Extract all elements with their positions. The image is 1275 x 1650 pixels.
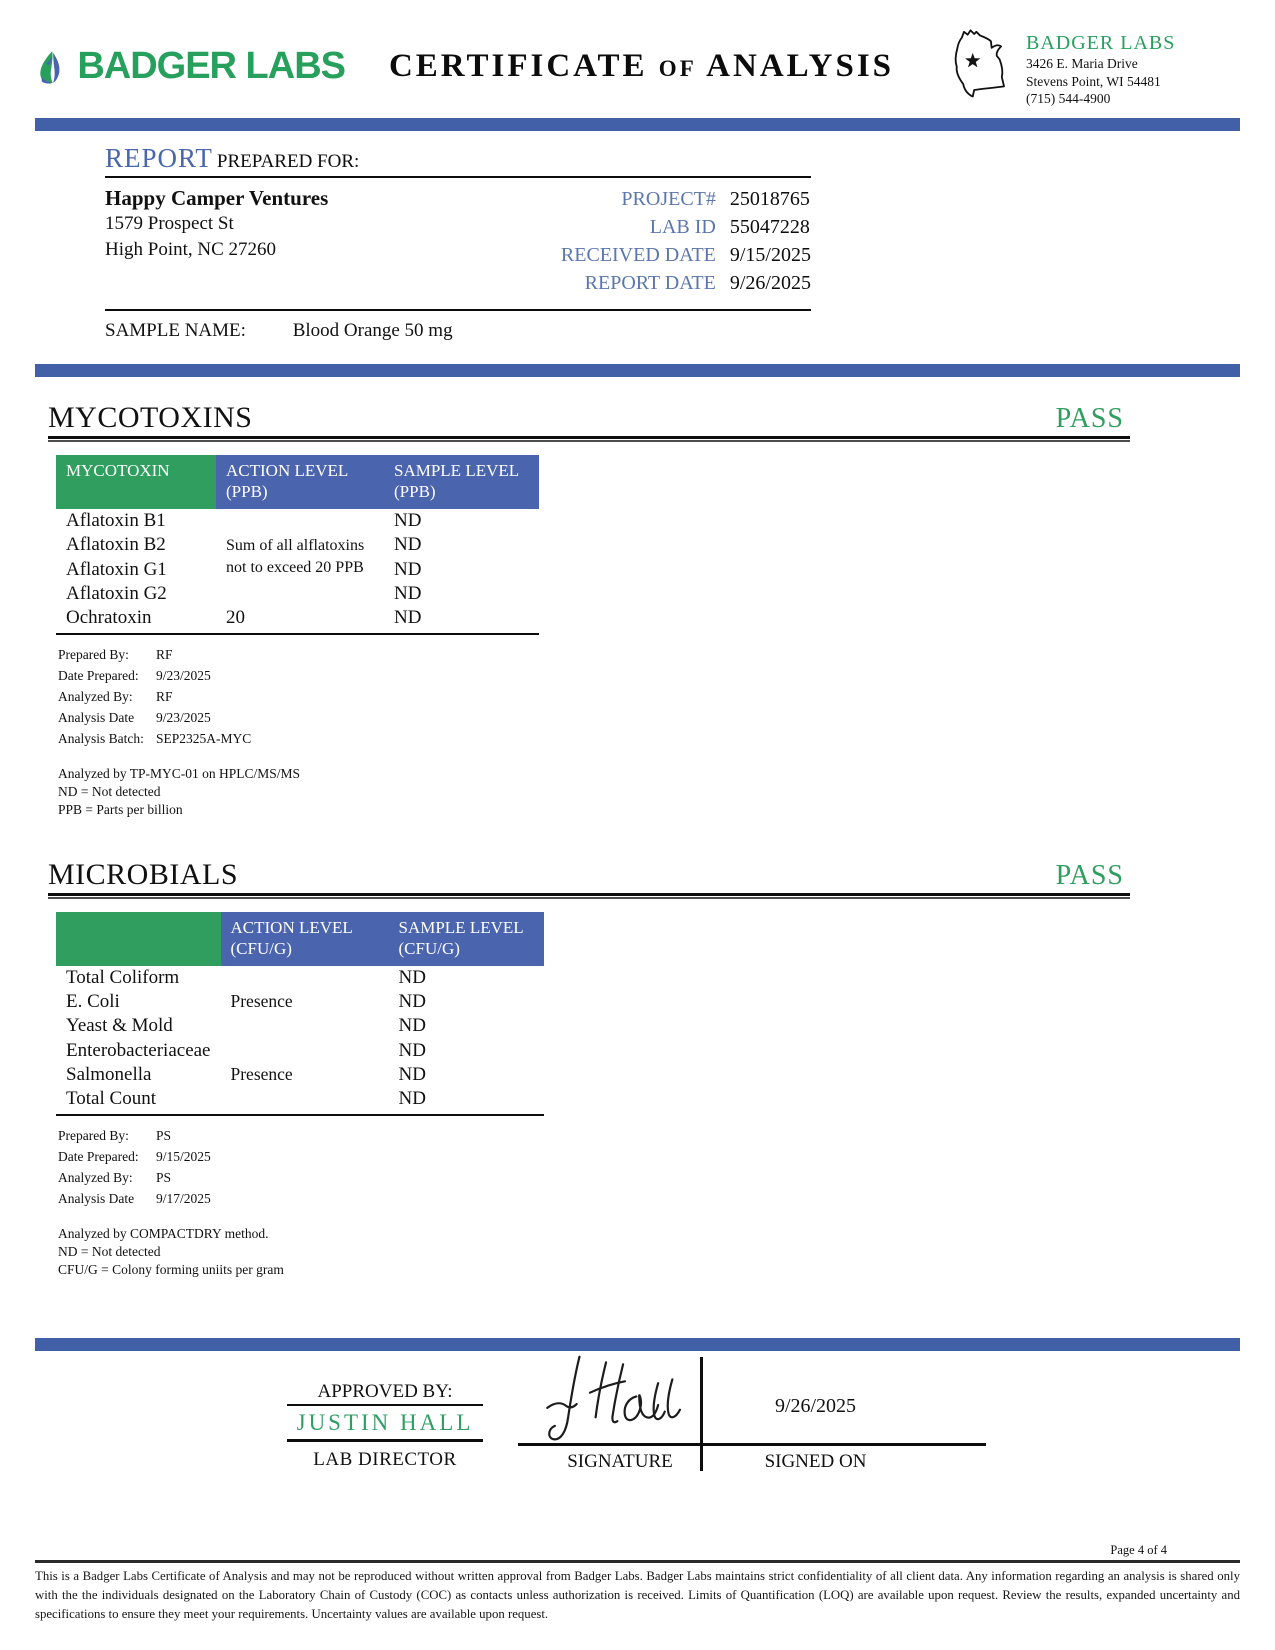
meta-value: 9/23/2025 — [156, 668, 211, 684]
approver-title: LAB DIRECTOR — [313, 1449, 457, 1470]
analyte-name: Salmonella — [66, 1063, 152, 1085]
field-value-lab-id: 55047228 — [729, 215, 810, 238]
table-row — [56, 606, 539, 634]
disclaimer-text: This is a Badger Labs Certificate of Analysis and may not be reproduced without written approval from Badger Labs. Badger Labs maintains strict confidentiality of all client data. Any information regarding an analysis is shared only with the the individuals designated on the Laboratory Chain of Custody (COC) as contacts unless authorization is received. Limits of Quantification (LOQ) are available upon request. Review the results, expanded uncertainty and specifications to ensure they meet your requirements. Uncertainty values are available upon request. — [35, 1569, 1240, 1622]
approver-name: JUSTIN HALL — [287, 1406, 483, 1442]
meta-label: Analyzed By: — [58, 689, 133, 705]
action-level-value — [221, 1039, 389, 1063]
field-label-project: PROJECT# — [621, 187, 716, 210]
signature-label: SIGNATURE — [567, 1451, 673, 1472]
sample-name-row — [105, 311, 811, 346]
field-label-lab-id: LAB ID — [649, 215, 716, 238]
mycotoxins-status-badge: PASS — [1055, 402, 1124, 434]
mycotoxins-title: MYCOTOXINS — [48, 400, 253, 434]
column-header-mycotoxin: MYCOTOXIN — [56, 455, 216, 510]
table-row — [56, 1014, 544, 1038]
meta-label: Analyzed By: — [58, 1170, 133, 1186]
brand-text: BADGER LABS — [77, 45, 345, 88]
microbials-section — [48, 858, 1130, 1280]
field-value-received-date: 9/15/2025 — [729, 243, 811, 266]
field-label-report-date: REPORT DATE — [584, 271, 716, 294]
wisconsin-state-icon — [938, 26, 1022, 106]
leaf-logo-icon — [35, 38, 69, 96]
note-line: PPB = Parts per billion — [58, 802, 183, 818]
microbials-status-badge: PASS — [1055, 859, 1124, 891]
microbials-meta — [58, 1126, 1130, 1210]
table-row — [56, 1087, 544, 1115]
analyte-name: Aflatoxin G2 — [66, 582, 167, 604]
column-header-action-level: ACTION LEVEL (CFU/G) — [221, 912, 389, 967]
lab-address-line1: 3426 E. Maria Drive — [1026, 56, 1138, 71]
note-line: CFU/G = Colony forming uniits per gram — [58, 1262, 284, 1278]
note-line: Analyzed by TP-MYC-01 on HPLC/MS/MS — [58, 765, 301, 781]
action-level-value: Presence — [230, 1063, 293, 1084]
analyte-name: Yeast & Mold — [66, 1015, 173, 1037]
meta-value: RF — [156, 647, 173, 663]
page-number: Page 4 of 4 — [1110, 1543, 1167, 1557]
mycotoxins-table — [56, 455, 539, 636]
mycotoxins-meta — [58, 645, 1130, 750]
analyte-name: E. Coli — [66, 991, 120, 1013]
sample-level-value: ND — [398, 1063, 426, 1085]
microbials-notes — [58, 1225, 1130, 1280]
client-name: Happy Camper Ventures — [105, 185, 329, 210]
analyte-name: Ochratoxin — [56, 606, 216, 634]
sample-level-value: ND — [389, 1087, 544, 1115]
column-header-blank — [56, 912, 221, 967]
signature-line — [518, 1443, 986, 1446]
prepared-for-label: PREPARED FOR: — [216, 150, 360, 172]
meta-label: Analysis Date — [58, 710, 135, 725]
column-header-sample-level: SAMPLE LEVEL (CFU/G) — [389, 912, 544, 967]
page-title: CERTIFICATE of ANALYSIS — [388, 48, 895, 85]
field-label-received-date: RECEIVED DATE — [560, 243, 716, 266]
column-header-action-level: ACTION LEVEL (PPB) — [216, 455, 384, 510]
field-value-report-date: 9/26/2025 — [729, 271, 811, 294]
signed-date: 9/26/2025 — [774, 1395, 857, 1417]
meta-value: PS — [156, 1170, 172, 1186]
meta-label: Analysis Batch: — [58, 730, 144, 746]
signature-divider — [700, 1357, 703, 1471]
action-level-merged: Sum of all alflatoxins not to exceed 20 PPB — [226, 537, 365, 577]
meta-value: PS — [156, 1128, 172, 1144]
meta-label: Date Prepared: — [58, 1149, 139, 1165]
report-prepared-for-heading — [105, 143, 811, 178]
meta-value: 9/17/2025 — [156, 1191, 211, 1207]
sample-name-label: SAMPLE NAME: — [105, 319, 246, 341]
meta-value: 9/15/2025 — [156, 1149, 211, 1165]
meta-value: 9/23/2025 — [156, 710, 211, 725]
lab-name: BADGER LABS — [1026, 32, 1176, 54]
page-footer — [0, 1338, 1275, 1625]
page-header — [0, 0, 1275, 118]
meta-value: RF — [156, 689, 173, 705]
divider-bar-top — [35, 118, 1240, 131]
lab-address-line2: Stevens Point, WI 54481 — [1026, 73, 1161, 89]
sample-level-value: ND — [398, 991, 426, 1013]
table-row — [56, 1039, 544, 1063]
client-block — [105, 186, 328, 295]
table-row — [56, 1063, 544, 1087]
action-level-value — [221, 966, 389, 990]
analyte-name: Total Count — [56, 1087, 221, 1115]
client-address-line1: 1579 Prospect St — [105, 212, 234, 234]
mycotoxins-notes — [58, 765, 1130, 820]
analyte-name: Total Coliform — [66, 967, 180, 988]
microbials-title: MICROBIALS — [48, 857, 239, 891]
sample-level-value: ND — [394, 558, 422, 580]
action-level-value — [221, 1087, 389, 1115]
divider-bar-footer — [35, 1338, 1240, 1351]
disclaimer-rule — [35, 1560, 1240, 1563]
signature-image — [528, 1351, 703, 1441]
analyte-name: Aflatoxin G1 — [66, 558, 167, 580]
approved-by-label: APPROVED BY: — [287, 1381, 483, 1406]
sample-level-value: ND — [394, 534, 422, 556]
sample-level-value: ND — [394, 582, 422, 604]
table-row — [56, 509, 539, 533]
sample-level-value: ND — [384, 606, 539, 634]
action-level-value — [221, 1014, 389, 1038]
analyte-name: Enterobacteriaceae — [66, 1039, 211, 1061]
sample-level-value: ND — [398, 1039, 426, 1061]
analyte-name: Aflatoxin B1 — [66, 510, 166, 532]
sample-level-value: ND — [398, 967, 426, 988]
sample-level-value: ND — [398, 1015, 426, 1037]
report-fields — [561, 186, 811, 295]
table-row — [56, 966, 544, 990]
report-label: REPORT — [105, 142, 213, 173]
note-line: ND = Not detected — [58, 1244, 161, 1260]
column-header-sample-level: SAMPLE LEVEL (PPB) — [384, 455, 539, 510]
signed-on-label: SIGNED ON — [764, 1451, 867, 1472]
meta-label: Prepared By: — [58, 647, 129, 663]
field-value-project: 25018765 — [729, 187, 810, 210]
sample-level-value: ND — [394, 510, 422, 532]
analyte-name: Aflatoxin B2 — [66, 534, 166, 556]
note-line: ND = Not detected — [58, 784, 161, 800]
lab-phone: (715) 544-4900 — [1026, 91, 1111, 107]
lab-address-block — [938, 26, 1240, 108]
meta-label: Prepared By: — [58, 1128, 129, 1144]
action-level-value: Presence — [230, 991, 293, 1012]
divider-bar-report — [35, 364, 1240, 377]
meta-value: SEP2325A-MYC — [156, 730, 252, 746]
mycotoxins-section — [48, 401, 1130, 820]
note-line: Analyzed by COMPACTDRY method. — [58, 1226, 269, 1241]
sample-name-value: Blood Orange 50 mg — [292, 319, 453, 341]
microbials-table — [56, 912, 544, 1117]
badger-labs-logo — [35, 38, 345, 96]
approved-by-block — [287, 1381, 483, 1471]
report-info-section — [105, 143, 811, 346]
action-level-value: 20 — [216, 606, 384, 634]
client-address-line2: High Point, NC 27260 — [105, 239, 277, 261]
table-row — [56, 990, 544, 1014]
meta-label: Date Prepared: — [58, 668, 139, 684]
meta-label: Analysis Date — [58, 1191, 135, 1207]
